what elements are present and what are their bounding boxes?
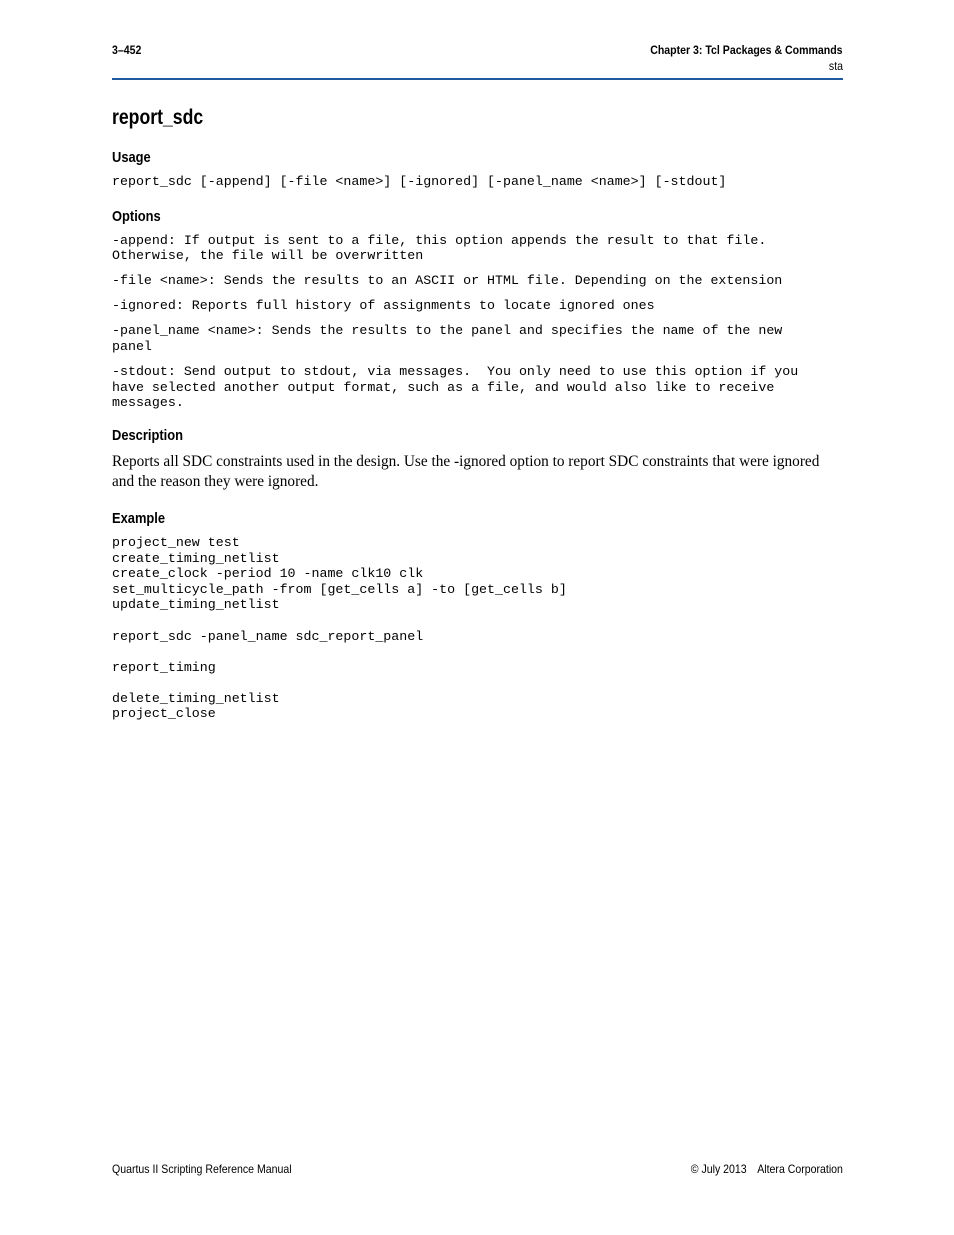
option-ignored: -ignored: Reports full history of assignments to locate ignored ones: [112, 298, 655, 314]
options-section: [112, 207, 847, 411]
example-code: project_new test create_timing_netlist create_clock -period 10 -name clk10 clk set_multicycle_path -from [get_cells a] -to [get_cells b] update_timing_netlist report_sdc -panel_name sdc_report_panel report_timing delete_timing_netlist project_close: [112, 534, 567, 722]
example-section: [112, 509, 847, 722]
page-content: [112, 104, 847, 722]
options-heading: Options: [112, 207, 161, 225]
description-heading: Description: [112, 426, 183, 444]
page-footer: [112, 1162, 843, 1178]
option-panel-name: -panel_name <name>: Sends the results to the panel and specifies the name of the new panel: [112, 323, 783, 355]
page-header: [112, 40, 843, 80]
copyright: [691, 1162, 843, 1176]
description-section: [112, 426, 847, 492]
example-heading: Example: [112, 509, 166, 527]
chapter-subtitle: sta: [828, 59, 843, 73]
company-name: Altera Corporation: [757, 1162, 843, 1176]
usage-syntax: report_sdc [-append] [-file <name>] [-ignored] [-panel_name <name>] [-stdout]: [112, 174, 727, 189]
option-file: -file <name>: Sends the results to an ASCII or HTML file. Depending on the extension: [112, 273, 783, 289]
option-stdout: -stdout: Send output to stdout, via messages. You only need to use this option if you have selected another output format, such as a file, and would also like to receive messages.: [112, 364, 799, 411]
copyright-date: © July 2013: [690, 1162, 747, 1176]
usage-section: [112, 148, 847, 190]
manual-title: Quartus II Scripting Reference Manual: [112, 1162, 292, 1176]
page-number: 3–452: [112, 43, 142, 57]
description-text: Reports all SDC constraints used in the design. Use the -ignored option to report SDC constraints that were ignored and the reason they were ignored.: [112, 452, 820, 490]
usage-heading: Usage: [112, 149, 151, 166]
chapter-title: Chapter 3: Tcl Packages & Commands: [650, 43, 843, 57]
command-title: report_sdc: [112, 106, 204, 129]
option-append: -append: If output is sent to a file, this option appends the result to that file. Otherwise, the file will be overwritten: [112, 232, 767, 264]
